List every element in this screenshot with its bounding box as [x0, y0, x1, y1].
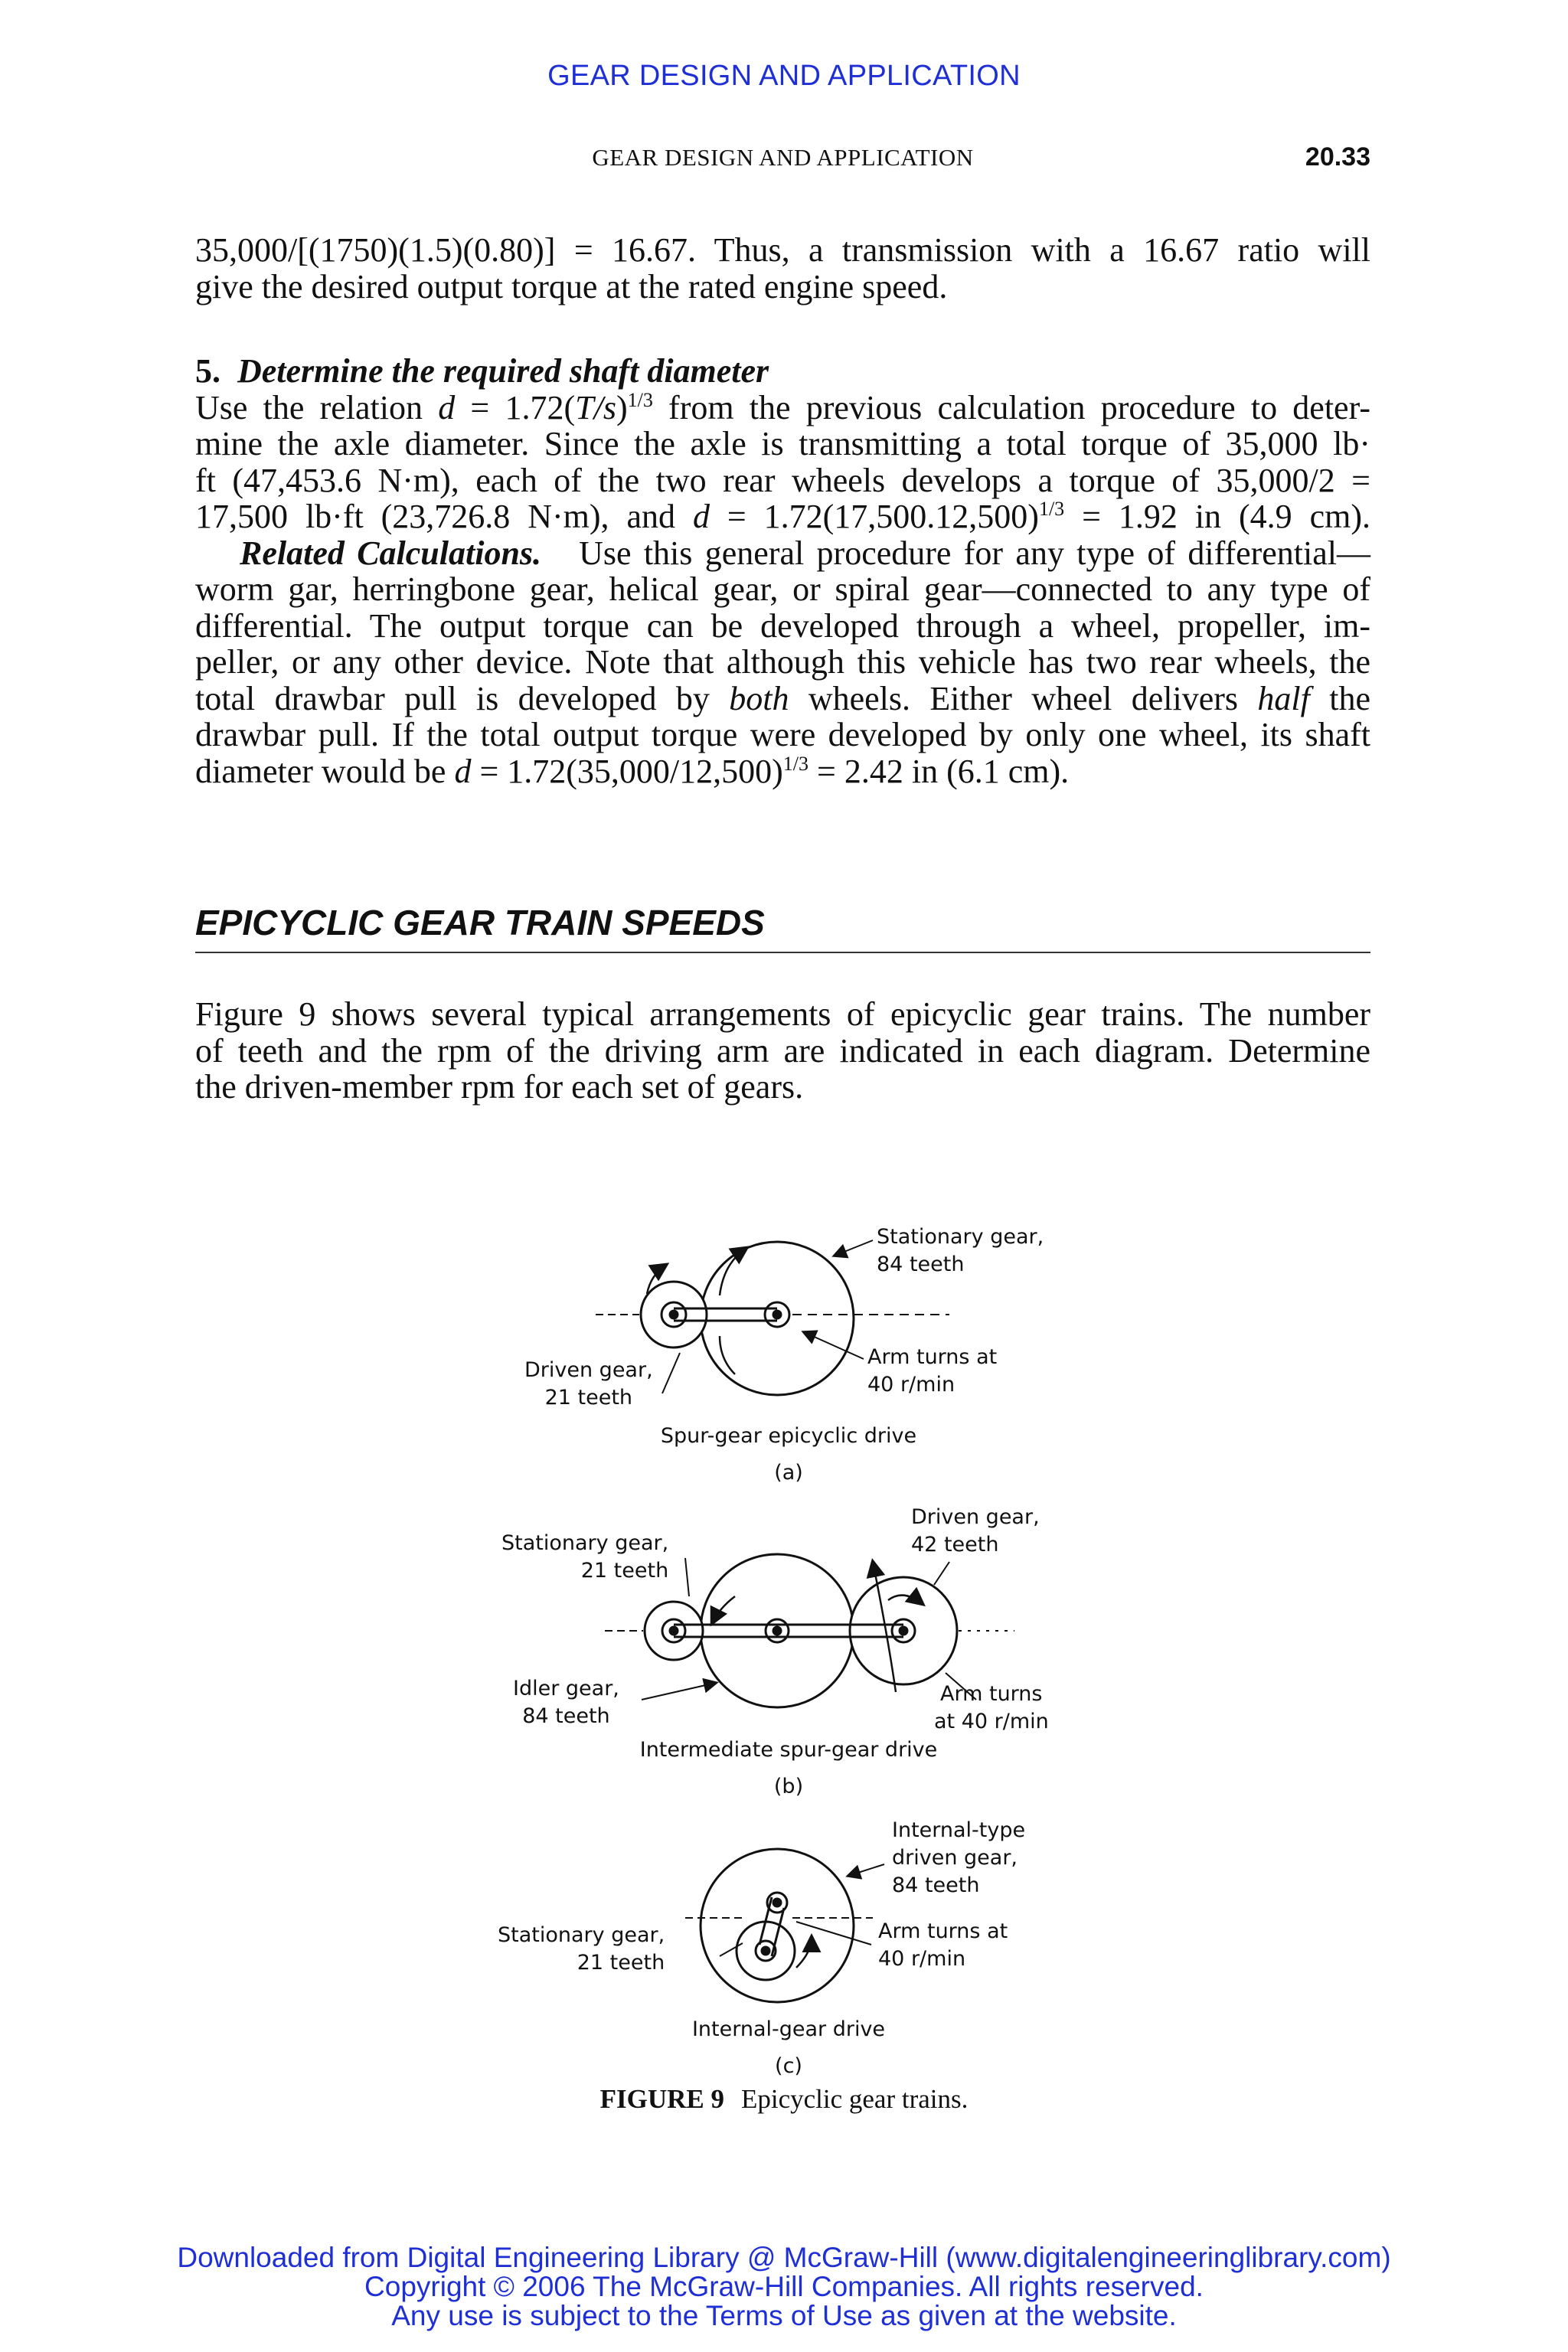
leader-line — [848, 1864, 884, 1876]
label-line: Arm turns at — [878, 1919, 1008, 1943]
rotation-arrow — [712, 1596, 735, 1623]
label-line: Driven gear, — [911, 1505, 1040, 1529]
text-run: = 1.72( — [455, 388, 576, 426]
download-banner-title: GEAR DESIGN AND APPLICATION — [547, 60, 1021, 92]
label-c-stationary — [498, 1922, 665, 1977]
label-line: 84 teeth — [877, 1253, 965, 1276]
text-line: of teeth and the rpm of the driving arm are indicated in each diagram. Determine — [195, 1031, 1370, 1070]
text-line: worm gar, herringbone gear, helical gear, or spiral gear—connected to any type of — [195, 570, 1370, 608]
label-line: at 40 r/min — [934, 1710, 1049, 1733]
section-title: EPICYCLIC GEAR TRAIN SPEEDS — [195, 903, 765, 942]
copyright-footer — [0, 2243, 1568, 2331]
rotation-arc — [720, 1336, 735, 1374]
text-line: Figure 9 shows several typical arrangements of epicyclic gear trains. The number — [195, 995, 1370, 1033]
leader-line — [934, 1562, 949, 1585]
label-line: Arm turns at — [867, 1345, 998, 1369]
leader-line — [835, 1240, 873, 1256]
label-line: Internal-type — [892, 1818, 1026, 1842]
leader-line — [796, 1922, 871, 1945]
text-run: = 2.42 in (6.1 cm). — [808, 752, 1070, 790]
leader-line — [642, 1683, 716, 1700]
footer-copyright: Copyright © 2006 The McGraw-Hill Companies. All rights reserved. — [364, 2271, 1204, 2302]
text-run: wheels. Either wheel delivers — [789, 679, 1258, 717]
text-run: = 1.72(35,000/12,500) — [471, 752, 783, 790]
label-line: 21 teeth — [580, 1559, 669, 1583]
text-line: peller, or any other device. Note that although this vehicle has two rear wheels, the — [195, 643, 1370, 681]
text-run: the — [1309, 679, 1370, 717]
rotation-arrow — [796, 1937, 812, 1968]
subcaption-a-letter: (a) — [774, 1461, 803, 1485]
text-line: the driven-member rpm for each set of gears. — [195, 1068, 804, 1106]
variable: d — [692, 498, 710, 535]
text-run: ) — [616, 388, 628, 426]
text-line: 35,000/[(1750)(1.5)(0.80)] = 16.67. Thus, a transmission with a 16.67 ratio will — [195, 231, 1370, 269]
text-line — [195, 498, 1370, 535]
text-run: diameter would be — [195, 752, 455, 790]
intro-paragraph — [195, 232, 1370, 305]
text-run: = 1.72(17,500.12,500) — [709, 498, 1039, 535]
label-line: driven gear, — [892, 1846, 1018, 1870]
text-line: mine the axle diameter. Since the axle is transmitting a total torque of 35,000 lb· — [195, 425, 1370, 462]
arm-edge — [772, 1908, 784, 1956]
label-line: 21 teeth — [544, 1386, 633, 1410]
figure-9-epicyclic-gear-trains — [490, 1210, 1087, 2082]
text-run: Use this general procedure for any type of differential— — [579, 534, 1371, 572]
pin — [773, 1899, 781, 1906]
center-pin — [773, 1311, 781, 1318]
variable: d — [438, 388, 456, 426]
label-line: 84 teeth — [522, 1704, 610, 1728]
leader-line — [804, 1332, 864, 1359]
text-run: 17,500 lb·ft (23,726.8 N·m), and — [195, 498, 693, 535]
variable: T/s — [575, 388, 616, 426]
label-line: Stationary gear, — [877, 1225, 1044, 1249]
subcaption-b-letter: (b) — [773, 1775, 804, 1798]
pin — [762, 1947, 769, 1955]
exponent: 1/3 — [1038, 498, 1065, 520]
pin — [900, 1627, 907, 1635]
section-intro-paragraph — [195, 996, 1370, 1106]
label-c-arm — [878, 1918, 1008, 1973]
text-line: ft (47,453.6 N·m), each of the two rear wheels develops a torque of 35,000/2 = — [195, 461, 1370, 499]
text-run: Use the relation — [195, 388, 439, 426]
subcaption-a: Spur-gear epicyclic drive — [660, 1424, 917, 1448]
label-line: 84 teeth — [892, 1873, 980, 1897]
step-5-heading — [195, 353, 1370, 390]
step-number: 5. — [195, 352, 220, 390]
running-head-title: GEAR DESIGN AND APPLICATION — [592, 144, 974, 171]
subcaption-c-letter: (c) — [775, 2054, 802, 2078]
label-b-driven — [911, 1504, 1040, 1559]
text-line — [195, 535, 1370, 572]
leader-line — [662, 1353, 680, 1393]
subcaption-c: Internal-gear drive — [691, 2017, 886, 2041]
step-5-block — [195, 353, 1370, 789]
text-line — [195, 753, 1370, 790]
section-divider — [195, 952, 1370, 953]
text-run: from the previous calculation procedure to deter- — [652, 388, 1370, 426]
pin — [670, 1627, 678, 1635]
label-a-driven — [524, 1357, 653, 1412]
footer-download-link[interactable]: Downloaded from Digital Engineering Library @ McGraw-Hill (www.digitalengineeringlibrary.com) — [177, 2242, 1391, 2273]
emphasis: half — [1257, 679, 1310, 717]
text-line: drawbar pull. If the total output torque were developed by only one wheel, its shaft — [195, 716, 1370, 753]
diagram-c-internal-gear — [685, 1849, 884, 2002]
driven-gear-pin — [670, 1311, 678, 1318]
subcaption-b: Intermediate spur-gear drive — [639, 1738, 938, 1762]
figure-caption-text: Epicyclic gear trains. — [740, 2084, 969, 2114]
variable: d — [454, 752, 472, 790]
pin — [773, 1627, 781, 1635]
exponent: 1/3 — [627, 388, 653, 411]
label-line: 40 r/min — [867, 1373, 956, 1396]
text-line — [195, 390, 1370, 426]
emphasis: both — [729, 679, 789, 717]
text-run: total drawbar pull is developed by — [195, 679, 730, 717]
label-line: Idler gear, — [513, 1677, 619, 1700]
label-a-stationary — [877, 1223, 1044, 1279]
page-number: 20.33 — [1305, 142, 1370, 172]
label-a-arm — [867, 1344, 997, 1399]
label-line: 42 teeth — [911, 1533, 999, 1557]
label-b-arm — [934, 1681, 1049, 1736]
text-line: differential. The output torque can be developed through a wheel, propeller, im- — [195, 606, 1370, 645]
exponent: 1/3 — [782, 752, 809, 775]
leader-line — [685, 1558, 689, 1596]
step-heading-text: Determine the required shaft diameter — [237, 352, 769, 390]
label-b-idler — [513, 1675, 619, 1730]
leader-line — [720, 1943, 743, 1956]
label-line: 40 r/min — [878, 1947, 966, 1971]
text-line: give the desired output torque at the rated engine speed. — [195, 267, 948, 305]
label-line: Stationary gear, — [501, 1531, 669, 1555]
label-line: Stationary gear, — [498, 1923, 665, 1947]
figure-caption — [0, 2084, 1568, 2115]
label-b-stationary — [501, 1530, 668, 1585]
internal-driven-gear-84 — [701, 1849, 854, 2002]
figure-caption-label: FIGURE 9 — [599, 2084, 724, 2114]
label-line: 21 teeth — [577, 1951, 665, 1975]
running-head — [195, 144, 1370, 179]
text-run: = 1.92 in (4.9 cm). — [1064, 498, 1370, 535]
label-line: Driven gear, — [524, 1358, 653, 1382]
text-line — [195, 681, 1370, 717]
related-calculations-label: Related Calculations. — [240, 534, 542, 572]
label-line: Arm turns — [940, 1682, 1043, 1706]
footer-terms: Any use is subject to the Terms of Use as given at the website. — [391, 2300, 1177, 2331]
label-c-internal — [892, 1817, 1025, 1900]
